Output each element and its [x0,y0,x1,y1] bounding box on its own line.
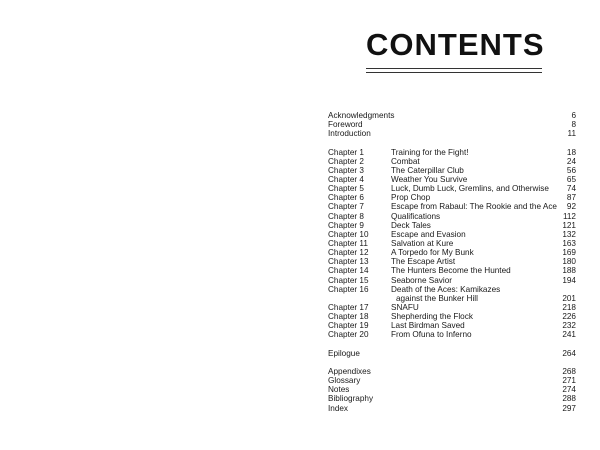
entry-label: Index [328,403,349,413]
entry-label: Glossary [328,376,361,386]
toc-entry-chapter [328,184,576,193]
chapter-number: Chapter 5 [328,184,364,194]
entry-page-number: 169 [562,248,576,258]
toc-entry-back [328,367,576,376]
chapter-title: The Caterpillar Club [391,165,464,175]
chapter-title: SNAFU [391,302,419,312]
entry-page-number: 268 [562,366,576,376]
entry-page-number: 87 [566,193,576,203]
toc-entry-chapter [328,330,576,339]
chapter-title: Luck, Dumb Luck, Gremlins, and Otherwise [391,184,549,194]
contents-title: CONTENTS [366,27,545,62]
chapter-number: Chapter 19 [328,321,369,331]
chapter-number: Chapter 16 [328,284,369,294]
chapter-number: Chapter 17 [328,302,369,312]
entry-page-number: 271 [562,376,576,386]
chapter-title: Training for the Fight! [391,147,469,157]
chapter-number: Chapter 4 [328,174,364,184]
entry-page-number: 121 [562,220,576,230]
title-rule-bottom [366,72,542,73]
chapter-number: Chapter 11 [328,238,368,248]
toc-entry-chapter [328,230,576,239]
entry-page-number: 163 [562,238,576,248]
toc-entry-back [328,394,576,403]
entry-label: Introduction [328,129,371,139]
chapter-title: Prop Chop [391,193,431,203]
chapter-title: Combat [391,156,420,166]
chapter-title: Salvation at Kure [391,238,454,248]
entry-page-number: 241 [562,330,576,340]
toc-entry-chapter [328,312,576,321]
toc-entry-chapter [328,166,576,175]
entry-page-number: 297 [562,403,576,413]
entry-page-number: 194 [562,275,576,285]
chapter-title: Seaborne Savior [391,275,452,285]
entry-page-number: 274 [562,385,576,395]
chapter-title: Last Birdman Saved [391,321,465,331]
entry-page-number: 11 [567,129,576,139]
entry-page-number: 188 [562,266,576,276]
chapter-number: Chapter 20 [328,330,369,340]
entry-page-number: 6 [571,111,576,120]
entry-page-number: 218 [562,302,576,312]
entry-page-number: 132 [562,229,576,239]
chapter-title-continued: against the Bunker Hill [396,293,478,303]
entry-page-number: 74 [566,184,576,194]
entry-page-number: 8 [571,120,576,130]
toc-entry-chapter [328,221,576,230]
entry-page-number: 264 [562,348,576,358]
toc-entry-chapter [328,266,576,275]
chapter-title: Weather You Survive [391,174,468,184]
entry-label: Acknowledgments [328,111,395,120]
toc-entry-chapter [328,148,576,157]
chapter-title: The Hunters Become the Hunted [391,266,511,276]
toc-entry-back [328,376,576,385]
chapter-number: Chapter 8 [328,211,364,221]
chapter-title: Escape and Evasion [391,229,466,239]
chapter-number: Chapter 9 [328,220,364,230]
toc-entry-front [328,129,576,138]
toc-entry-chapter-continued [328,294,576,303]
entry-page-number: 56 [566,165,576,175]
chapter-number: Chapter 15 [328,275,369,285]
chapter-title: The Escape Artist [391,257,456,267]
chapter-number: Chapter 2 [328,156,364,166]
chapter-number: Chapter 6 [328,193,364,203]
title-rule-top [366,68,542,69]
entry-page-number: 24 [566,156,576,166]
entry-label: Bibliography [328,394,374,404]
toc-entry-front [328,120,576,129]
chapter-number: Chapter 3 [328,165,364,175]
chapter-title: A Torpedo for My Bunk [391,248,474,258]
entry-page-number: 112 [562,211,576,221]
entry-label: Foreword [328,120,363,130]
entry-page-number: 288 [562,394,576,404]
chapter-number: Chapter 12 [328,248,369,258]
chapter-number: Chapter 14 [328,266,369,276]
toc-entry-chapter [328,285,576,294]
toc-entry-chapter [328,239,576,248]
entry-label: Notes [328,385,350,395]
chapter-title: From Ofuna to Inferno [391,330,472,340]
toc-entry-chapter [328,175,576,184]
entry-page-number: 201 [562,293,576,303]
entry-page-number: 92 [566,202,576,212]
toc-entry-back [328,404,576,413]
toc-entry-front [328,111,576,120]
chapter-title: Qualifications [391,211,441,221]
chapter-title: Shepherding the Flock [391,312,473,322]
toc-entry-chapter [328,257,576,266]
section-spacer [328,138,576,147]
entry-page-number: 180 [562,257,576,267]
chapter-title: Death of the Aces: Kamikazes [391,284,501,294]
chapter-number: Chapter 18 [328,312,369,322]
entry-page-number: 232 [562,321,576,331]
entry-label: Epilogue [328,348,360,358]
entry-page-number: 65 [566,174,576,184]
chapter-number: Chapter 7 [328,202,364,212]
toc-entry-chapter [328,157,576,166]
table-of-contents [328,111,576,413]
section-spacer [328,340,576,349]
section-spacer [328,358,576,367]
chapter-number: Chapter 1 [328,147,364,157]
chapter-number: Chapter 10 [328,229,369,239]
toc-entry-chapter [328,248,576,257]
entry-page-number: 18 [566,147,576,157]
entry-page-number: 226 [562,312,576,322]
toc-entry-chapter [328,212,576,221]
toc-entry-chapter [328,321,576,330]
toc-entry-epilogue [328,349,576,358]
chapter-title: Deck Tales [391,220,431,230]
toc-entry-chapter [328,202,576,211]
toc-entry-chapter [328,303,576,312]
entry-label: Appendixes [328,366,371,376]
toc-entry-chapter [328,193,576,202]
chapter-number: Chapter 13 [328,257,369,267]
chapter-title: Escape from Rabaul: The Rookie and the Ace [391,202,557,212]
toc-entry-back [328,385,576,394]
toc-entry-chapter [328,276,576,285]
